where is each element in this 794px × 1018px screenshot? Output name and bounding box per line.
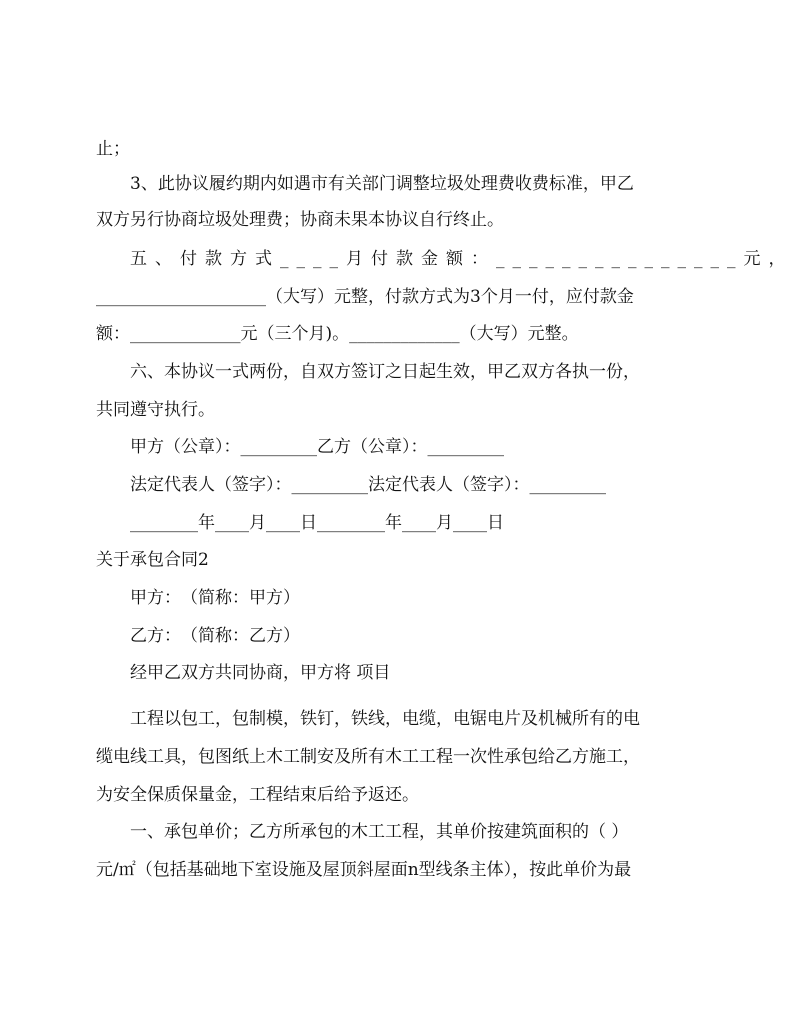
text-line-3: 双方另行协商垃圾处理费；协商未果本协议自行终止。 [96,210,504,230]
text-line-8: 共同遵守执行。 [96,400,215,420]
text-line-19: 一、承包单价；乙方所承包的木工工程，其单价按建筑面积的（ ） [130,822,629,842]
text-line-1: 止； [96,139,130,159]
text-line-2: 3、此协议履约期内如遇市有关部门调整垃圾处理费收费标准，甲乙 [130,174,634,194]
legal-rep-signature-line: 法定代表人（签字）：_________法定代表人（签字）：_________ [130,475,606,495]
party-seal-line: 甲方（公章）：_________乙方（公章）：_________ [130,437,504,457]
date-line: ________年____月____日________年____月____日 [130,513,504,533]
party-b-line: 乙方： （简称：乙方） [130,626,300,646]
party-a-line: 甲方： （简称：甲方） [130,588,300,608]
text-line-17: 缆电线工具，包图纸上木工制安及所有木工工程一次性承包给乙方施工， [96,747,640,767]
text-line-5: ____________________（大写）元整，付款方式为3个月一付，应付款金 [96,287,634,307]
text-line-18: 为安全保质保量金，工程结束后给予返还。 [96,785,419,805]
payment-method-line: 五、付款方式____月付款金额：_______________元， [130,249,794,269]
text-line-15: 经甲乙双方共同协商，甲方将 项目 [130,663,391,683]
text-line-20: 元/㎡（包括基础地下室设施及屋顶斜屋面n型线条主体），按此单价为最 [96,860,632,880]
text-line-6: 额：_____________元（三个月)。_____________（大写）元整。 [96,324,579,344]
text-line-7: 六、本协议一式两份，自双方签订之日起生效，甲乙双方各执一份， [130,362,640,382]
text-line-16: 工程以包工，包制模，铁钉，铁线，电缆，电锯电片及机械所有的电 [130,709,640,729]
section-title: 关于承包合同2 [96,550,209,570]
